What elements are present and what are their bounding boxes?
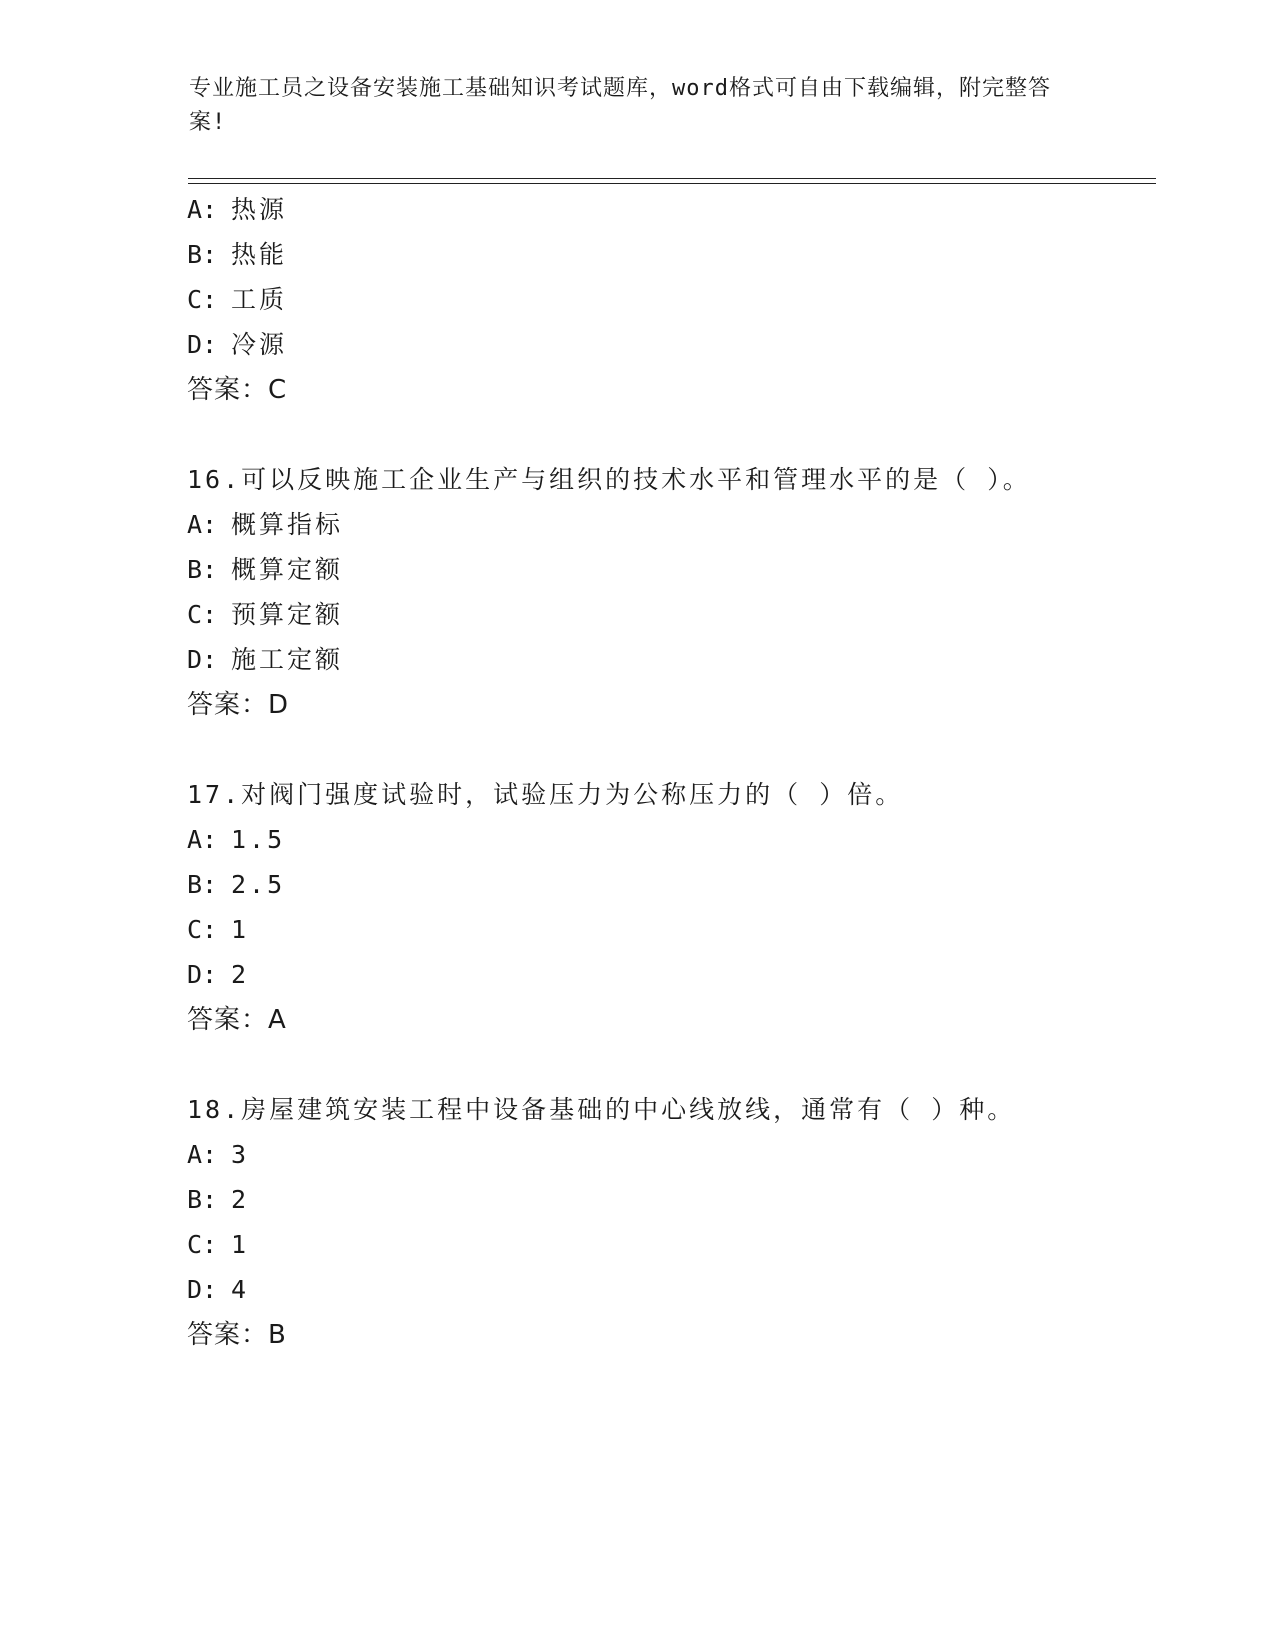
answer-label: 答案： xyxy=(187,375,269,405)
option-text: 4 xyxy=(231,1275,250,1304)
option-d xyxy=(187,1275,249,1305)
option-letter: B: xyxy=(187,870,218,899)
option-a xyxy=(187,510,343,540)
option-a xyxy=(187,1140,249,1170)
option-letter: C: xyxy=(187,915,218,944)
option-text: 施工定额 xyxy=(231,645,344,674)
option-a xyxy=(187,825,285,855)
answer-label: 答案： xyxy=(187,1320,269,1350)
option-text: 2 xyxy=(231,960,250,989)
option-letter: A: xyxy=(187,825,218,854)
option-a xyxy=(187,195,287,225)
answer-line xyxy=(187,690,289,720)
option-letter: A: xyxy=(187,195,218,224)
answer-line xyxy=(187,375,287,405)
option-text: 1 xyxy=(231,1230,250,1259)
option-text: 预算定额 xyxy=(231,600,344,629)
question-title: 18.房屋建筑安装工程中设备基础的中心线放线，通常有（ ）种。 xyxy=(187,1095,1016,1124)
option-letter: D: xyxy=(187,960,218,989)
answer-value: B xyxy=(268,1320,287,1350)
option-c xyxy=(187,285,287,315)
document-header: 专业施工员之设备安装施工基础知识考试题库，word格式可自由下载编辑，附完整答案! xyxy=(189,76,1051,135)
option-letter: D: xyxy=(187,330,218,359)
option-letter: D: xyxy=(187,645,218,674)
option-text: 3 xyxy=(231,1140,250,1169)
option-letter: A: xyxy=(187,510,218,539)
option-letter: C: xyxy=(187,600,218,629)
answer-value: D xyxy=(268,690,290,720)
answer-value: A xyxy=(268,1005,287,1035)
option-letter: B: xyxy=(187,240,218,269)
header-divider-bottom xyxy=(188,183,1156,184)
question-title: 16.可以反映施工企业生产与组织的技术水平和管理水平的是（ ）。 xyxy=(187,465,1031,494)
option-text: 冷源 xyxy=(231,330,288,359)
option-c xyxy=(187,1230,249,1260)
option-b xyxy=(187,1185,249,1215)
option-d xyxy=(187,330,287,360)
option-b xyxy=(187,555,343,585)
option-letter: D: xyxy=(187,1275,218,1304)
option-c xyxy=(187,915,249,945)
option-letter: B: xyxy=(187,555,218,584)
option-text: 热能 xyxy=(231,240,288,269)
answer-line xyxy=(187,1320,287,1350)
option-letter: B: xyxy=(187,1185,218,1214)
option-letter: C: xyxy=(187,285,218,314)
option-b xyxy=(187,240,287,270)
option-text: 概算指标 xyxy=(231,510,344,539)
option-c xyxy=(187,600,343,630)
option-text: 工质 xyxy=(231,285,288,314)
option-d xyxy=(187,645,343,675)
option-text: 热源 xyxy=(231,195,288,224)
answer-label: 答案： xyxy=(187,690,269,720)
option-text: 1 xyxy=(231,915,250,944)
question-title: 17.对阀门强度试验时，试验压力为公称压力的（ ）倍。 xyxy=(187,780,904,809)
option-text: 概算定额 xyxy=(231,555,344,584)
answer-value: C xyxy=(268,375,288,405)
option-d xyxy=(187,960,249,990)
option-b xyxy=(187,870,285,900)
option-text: 2.5 xyxy=(231,870,286,899)
answer-line xyxy=(187,1005,287,1035)
option-letter: C: xyxy=(187,1230,218,1259)
option-text: 1.5 xyxy=(231,825,286,854)
header-divider-top xyxy=(188,178,1156,179)
answer-label: 答案： xyxy=(187,1005,269,1035)
option-letter: A: xyxy=(187,1140,218,1169)
option-text: 2 xyxy=(231,1185,250,1214)
